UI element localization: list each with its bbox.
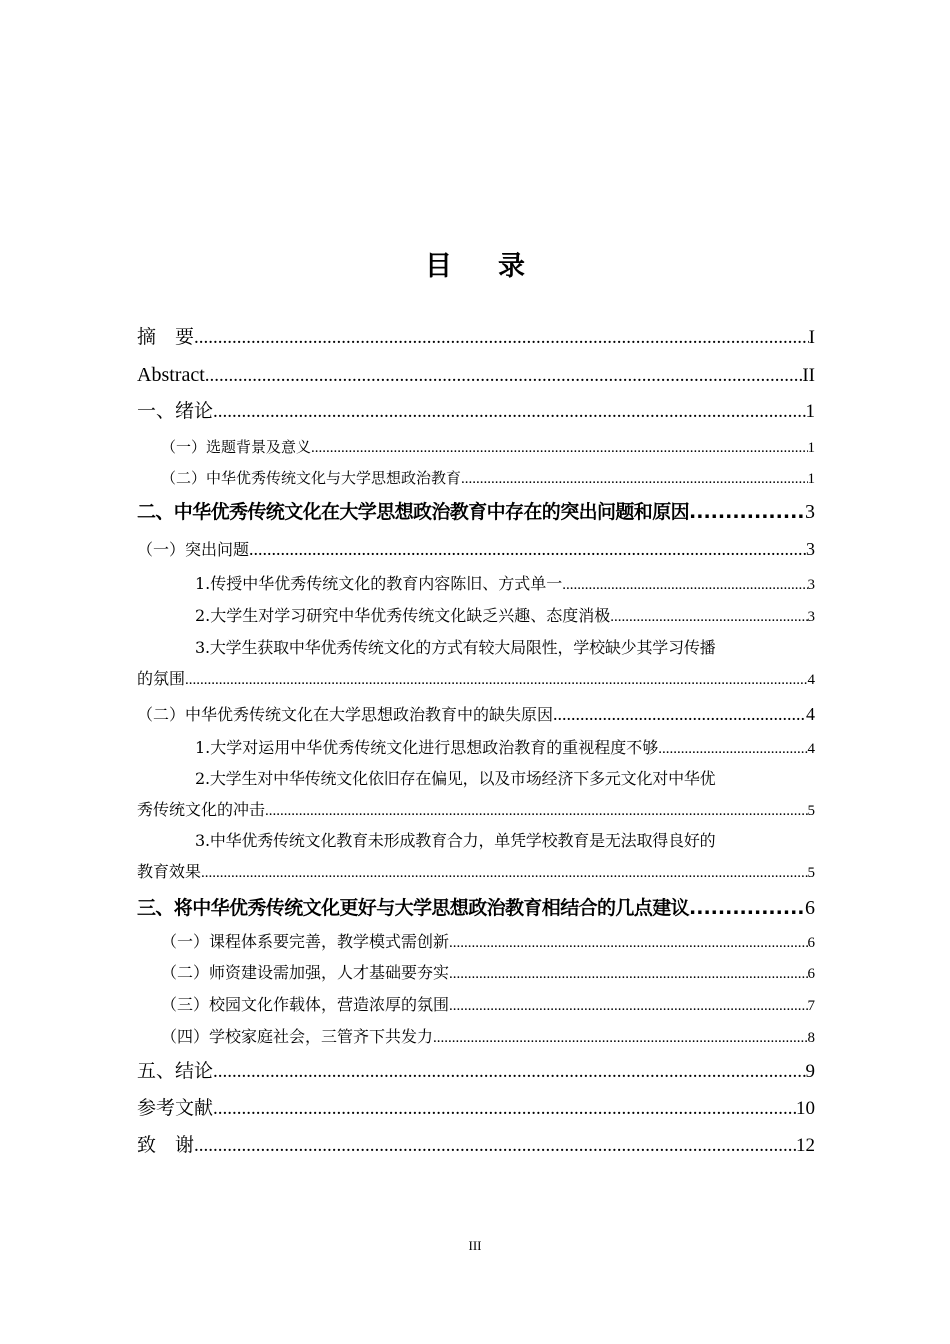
toc-entry-label: 教育效果 — [137, 862, 202, 881]
toc-leader-dots — [205, 361, 803, 391]
toc-page-number: 4 — [807, 741, 815, 757]
toc-page-number: 10 — [796, 1098, 815, 1119]
toc-leader-dots — [553, 700, 806, 728]
toc-leader-dots — [449, 929, 807, 957]
toc-title — [0, 244, 950, 283]
toc-entry-label: （二）中华优秀传统文化与大学思想政治教育 — [161, 469, 462, 487]
toc-entry-label: 摘 要 — [137, 326, 195, 348]
toc-page-number: II — [802, 365, 815, 386]
toc-page-number: 3 — [807, 609, 815, 625]
toc-entry-label: 1.传授中华优秀传统文化的教育内容陈旧、方式单一 — [195, 574, 563, 593]
toc-entry-label: （二）中华优秀传统文化在大学思想政治教育中的缺失原因 — [137, 705, 554, 724]
toc-entry-label: Abstract — [137, 364, 205, 386]
page-footer-number: III — [468, 1238, 482, 1253]
toc-entry-section-2[interactable] — [137, 497, 815, 527]
toc-page-number: 6 — [807, 935, 815, 951]
toc-page-number: I — [808, 327, 815, 348]
toc-entry-acknowledgements[interactable] — [137, 1130, 815, 1160]
toc-leader-dots — [689, 893, 805, 923]
toc-entry-abstract-en[interactable] — [137, 360, 815, 390]
toc-entry-section-2-2-3[interactable] — [137, 858, 815, 886]
toc-entry-section-1[interactable] — [137, 396, 815, 426]
toc-entry-label: 一、绪论 — [137, 400, 214, 422]
toc-entry-label: 秀传统文化的冲击 — [137, 800, 266, 819]
toc-entry-label: 参考文献 — [137, 1097, 214, 1119]
toc-leader-dots — [562, 571, 807, 599]
toc-entry-label: （四）学校家庭社会，三管齐下共发力 — [161, 1027, 434, 1046]
toc-entry-references[interactable] — [137, 1093, 815, 1123]
toc-entry-section-1-1[interactable] — [137, 434, 815, 460]
toc-leader-dots — [449, 960, 807, 988]
toc-entry-section-2-2-2[interactable] — [137, 796, 815, 824]
toc-entry-section-3-2[interactable] — [137, 959, 815, 987]
toc-entry-section-2-1-2[interactable] — [137, 602, 815, 630]
toc-entry-section-2-2-3-line1: 3.中华优秀传统文化教育未形成教育合力，单凭学校教育是无法取得良好的 — [195, 831, 716, 850]
toc-entry-section-3-1[interactable] — [137, 928, 815, 956]
toc-entry-label: 1.大学对运用中华优秀传统文化进行思想政治教育的重视程度不够 — [195, 738, 659, 757]
toc-entry-abstract-cn[interactable] — [137, 322, 815, 352]
toc-title-char-1: 目 — [425, 251, 452, 282]
toc-entry-section-1-2[interactable] — [137, 465, 815, 491]
toc-leader-dots — [265, 797, 807, 825]
toc-page-number: 6 — [807, 966, 815, 982]
toc-page-number: 8 — [807, 1030, 815, 1046]
toc-page-number: 3 — [805, 501, 815, 523]
toc-leader-dots — [311, 435, 807, 461]
toc-entry-section-5[interactable] — [137, 1056, 815, 1086]
toc-page-number: 5 — [807, 803, 815, 819]
toc-page-number: 3 — [807, 577, 815, 593]
toc-leader-dots — [213, 397, 805, 427]
toc-page-number: 1 — [807, 471, 815, 487]
toc-entry-label: 二、中华优秀传统文化在大学思想政治教育中存在的突出问题和原因 — [137, 501, 690, 523]
toc-entry-section-2-1[interactable] — [137, 535, 815, 563]
toc-entry-section-3[interactable] — [137, 893, 815, 923]
toc-page-number: 4 — [807, 672, 815, 688]
toc-leader-dots — [201, 859, 807, 887]
toc-page-number: 6 — [805, 897, 815, 919]
toc-entry-label: （一）课程体系要完善，教学模式需创新 — [161, 932, 450, 951]
toc-entry-section-2-1-3[interactable] — [137, 665, 815, 693]
toc-entry-label: 五、结论 — [137, 1060, 214, 1082]
toc-entry-label: （一）突出问题 — [137, 540, 250, 559]
toc-leader-dots — [658, 735, 807, 763]
toc-entry-label: 三、将中华优秀传统文化更好与大学思想政治教育相结合的几点建议 — [137, 897, 690, 919]
toc-leader-dots — [610, 603, 807, 631]
toc-entry-section-2-1-1[interactable] — [137, 570, 815, 598]
toc-page-number: 5 — [807, 865, 815, 881]
toc-entry-section-2-2-1[interactable] — [137, 734, 815, 762]
toc-leader-dots — [249, 535, 806, 563]
toc-entry-label: （一）选题背景及意义 — [161, 438, 312, 456]
toc-page-number: 4 — [806, 704, 815, 724]
toc-entry-section-3-3[interactable] — [137, 991, 815, 1019]
toc-leader-dots — [194, 1131, 796, 1161]
toc-leader-dots — [461, 466, 807, 492]
toc-entry-label: 的氛围 — [137, 669, 186, 688]
toc-leader-dots — [433, 1024, 807, 1052]
toc-leader-dots — [689, 497, 805, 527]
toc-entry-label: （二）师资建设需加强，人才基础要夯实 — [161, 963, 450, 982]
toc-entry-section-2-2-2-line1: 2.大学生对中华传统文化依旧存在偏见，以及市场经济下多元文化对中华优 — [195, 769, 716, 788]
toc-leader-dots — [185, 666, 807, 694]
toc-leader-dots — [213, 1057, 805, 1087]
toc-leader-dots — [213, 1094, 796, 1124]
toc-page-number: 9 — [805, 1061, 815, 1082]
toc-page-number: 3 — [806, 539, 815, 559]
toc-page-number: 7 — [807, 998, 815, 1014]
toc-page-number: 1 — [805, 401, 815, 422]
toc-title-char-2: 录 — [498, 251, 525, 282]
toc-entry-section-2-2[interactable] — [137, 700, 815, 728]
toc-entry-section-3-4[interactable] — [137, 1023, 815, 1051]
toc-page-number: 12 — [796, 1135, 815, 1156]
toc-leader-dots — [194, 323, 809, 353]
toc-entry-label: （三）校园文化作载体，营造浓厚的氛围 — [161, 995, 450, 1014]
toc-page-number: 1 — [807, 440, 815, 456]
toc-entry-label: 致 谢 — [137, 1134, 195, 1156]
toc-leader-dots — [449, 992, 807, 1020]
toc-entry-label: 2.大学生对学习研究中华优秀传统文化缺乏兴趣、态度消极 — [195, 606, 611, 625]
toc-entry-section-2-1-3-line1: 3.大学生获取中华优秀传统文化的方式有较大局限性，学校缺少其学习传播 — [195, 638, 716, 657]
